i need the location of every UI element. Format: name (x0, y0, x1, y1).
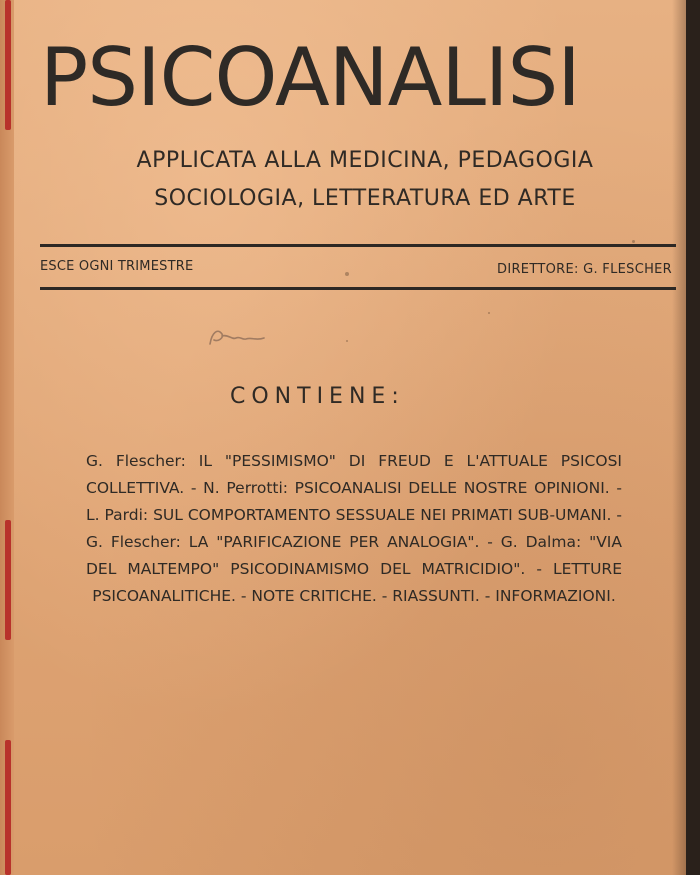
binding-edge (0, 0, 14, 875)
paper-speck (488, 312, 490, 314)
journal-subtitle (100, 142, 630, 218)
divider-rule (40, 287, 676, 290)
contents-list: G. Flescher: IL "PESSIMISMO" DI FREUD E L'ATTUALE PSICOSI COLLETTIVA. - N. Perrotti: PSICOANALISI DELLE NOSTRE OPINIONI. - L. Pardi: SUL COMPORTAMENTO SESSUALE NEI PRIMATI SUB-UMANI. - G. Flescher: LA "PARIFICAZIONE PER ANALOGIA". - G. Dalma: "VIA DEL MALTEMPO" PSICODINAMISMO DEL MATRICIDIO". - LETTURE PSICOANALITICHE. - NOTE CRITICHE. - RIASSUNTI. - INFORMAZIONI. (86, 452, 622, 605)
subtitle-line: SOCIOLOGIA, LETTERATURA ED ARTE (154, 186, 576, 211)
divider-rule (40, 244, 676, 247)
contents-heading: CONTIENE: (230, 384, 405, 409)
paper-speck (632, 240, 635, 243)
publication-frequency: ESCE OGNI TRIMESTRE (40, 259, 194, 274)
director-credit: DIRETTORE: G. FLESCHER (497, 262, 672, 277)
paper-speck (345, 272, 349, 276)
page-edge-shadow (672, 0, 686, 875)
handwritten-mark (204, 322, 274, 352)
binding-stitch (5, 740, 11, 875)
binding-stitch (5, 520, 11, 640)
subtitle-line: APPLICATA ALLA MEDICINA, PEDAGOGIA (136, 148, 594, 173)
journal-title: PSICOANALISI (40, 31, 580, 124)
binding-stitch (5, 0, 11, 130)
paper-speck (346, 340, 348, 342)
